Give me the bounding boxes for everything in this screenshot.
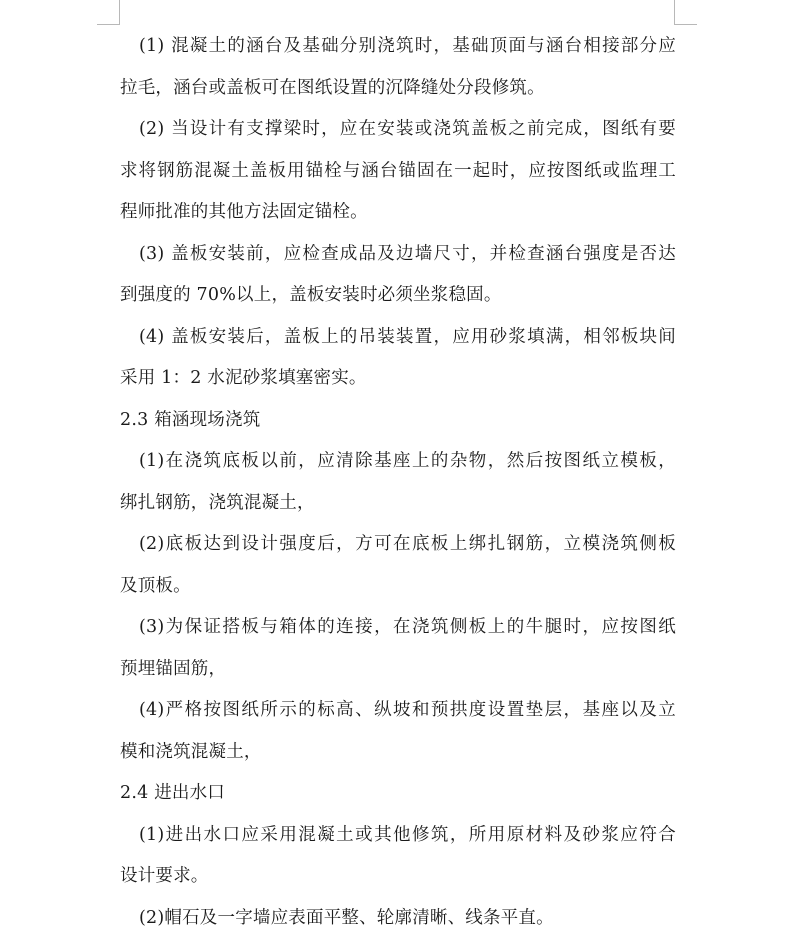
text-line: 设计要求。 [120, 856, 676, 898]
text-line: (1) 混凝土的涵台及基础分别浇筑时，基础顶面与涵台相接部分应 [120, 26, 676, 68]
text-line: 采用 1：2 水泥砂浆填塞密实。 [120, 358, 676, 400]
text-line: 及顶板。 [120, 566, 676, 608]
text-line: (2)帽石及一字墙应表面平整、轮廓清晰、线条平直。 [120, 898, 676, 939]
text-line: (1)在浇筑底板以前，应清除基座上的杂物，然后按图纸立模板， [120, 441, 676, 483]
text-line: (4)严格按图纸所示的标高、纵坡和预拱度设置垫层，基座以及立 [120, 690, 676, 732]
document-body [120, 26, 676, 939]
text-line: (1)进出水口应采用混凝土或其他修筑，所用原材料及砂浆应符合 [120, 815, 676, 857]
crop-mark-top-right [674, 0, 697, 25]
text-line: (4) 盖板安装后，盖板上的吊装装置，应用砂浆填满，相邻板块间 [120, 317, 676, 359]
text-line: (2) 当设计有支撑梁时，应在安装或浇筑盖板之前完成，图纸有要 [120, 109, 676, 151]
text-line: 求将钢筋混凝土盖板用锚栓与涵台锚固在一起时，应按图纸或监理工 [120, 151, 676, 193]
crop-mark-top-left [97, 0, 120, 25]
section-heading: 2.4 进出水口 [120, 773, 676, 815]
text-line: (3) 盖板安装前，应检查成品及边墙尺寸，并检查涵台强度是否达 [120, 234, 676, 276]
text-line: 预埋锚固筋， [120, 649, 676, 691]
text-line: 程师批准的其他方法固定锚栓。 [120, 192, 676, 234]
text-line: 绑扎钢筋，浇筑混凝土， [120, 483, 676, 525]
text-line: 到强度的 70%以上，盖板安装时必须坐浆稳固。 [120, 275, 676, 317]
text-line: 模和浇筑混凝土， [120, 732, 676, 774]
text-line: 拉毛，涵台或盖板可在图纸设置的沉降缝处分段修筑。 [120, 68, 676, 110]
text-line: (3)为保证搭板与箱体的连接，在浇筑侧板上的牛腿时，应按图纸 [120, 607, 676, 649]
text-line: (2)底板达到设计强度后，方可在底板上绑扎钢筋，立模浇筑侧板 [120, 524, 676, 566]
section-heading: 2.3 箱涵现场浇筑 [120, 400, 676, 442]
